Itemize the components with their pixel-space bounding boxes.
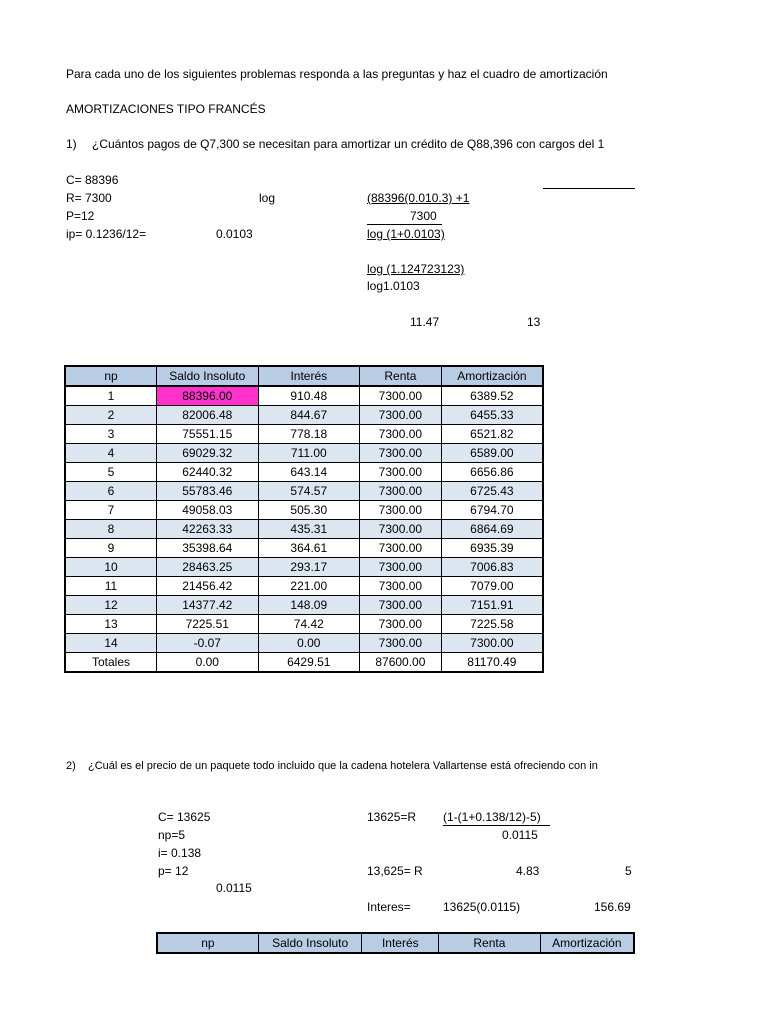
cell-renta: 7300.00 (360, 615, 442, 634)
q2-eq2-value: 4.83 (516, 864, 540, 878)
table-row (65, 444, 543, 463)
table-row (65, 386, 543, 406)
cell-interes: 6429.51 (258, 653, 359, 673)
cell-interes: 505.30 (258, 501, 359, 520)
cell-renta: 87600.00 (360, 653, 442, 673)
q2-rate: 0.0115 (216, 881, 252, 895)
cell-renta: 7300.00 (360, 482, 442, 501)
cell-np: 1 (65, 386, 157, 406)
table-row (65, 463, 543, 482)
table-row (65, 425, 543, 444)
q2-eq-numerator: (1-(1+0.138/12)-5) (443, 810, 541, 824)
cell-renta: 7300.00 (360, 444, 442, 463)
q2-number: 2) (66, 760, 76, 772)
q2-eq-left: 13625=R (367, 810, 417, 824)
cell-np: 8 (65, 520, 157, 539)
table2-header-row (157, 933, 634, 953)
q1-periods: P=12 (66, 209, 95, 223)
cell-np: 14 (65, 634, 157, 653)
cell-amortizacion: 7006.83 (441, 558, 543, 577)
cell-renta: 7300.00 (360, 558, 442, 577)
amortization-table (64, 365, 544, 673)
q2-eq2-rounded: 5 (625, 864, 632, 878)
cell-renta: 7300.00 (360, 386, 442, 406)
cell-renta: 7300.00 (360, 463, 442, 482)
table2-header-saldo: Saldo Insoluto (258, 933, 362, 953)
q1-log-step3: log1.0103 (367, 279, 420, 293)
table-row (65, 596, 543, 615)
q1-log-label: log (259, 191, 276, 205)
q1-log-denominator-value: 7300 (410, 209, 437, 223)
cell-saldo: 75551.15 (157, 425, 259, 444)
section-title: AMORTIZACIONES TIPO FRANCÉS (66, 102, 266, 116)
header-renta: Renta (360, 366, 442, 386)
cell-interes: 778.18 (258, 425, 359, 444)
cell-np: 2 (65, 406, 157, 425)
cell-interes: 221.00 (258, 577, 359, 596)
cell-renta: 7300.00 (360, 425, 442, 444)
cell-saldo: 62440.32 (157, 463, 259, 482)
q1-number: 1) (66, 137, 77, 151)
cell-renta: 7300.00 (360, 577, 442, 596)
cell-interes: 643.14 (258, 463, 359, 482)
cell-amortizacion: 6455.33 (441, 406, 543, 425)
cell-interes: 74.42 (258, 615, 359, 634)
table-row (65, 501, 543, 520)
q2-interes-label: Interes= (367, 900, 411, 914)
cell-saldo: 42263.33 (157, 520, 259, 539)
cell-np: 3 (65, 425, 157, 444)
header-amortizacion: Amortización (441, 366, 543, 386)
q1-rent: R= 7300 (66, 191, 112, 205)
cell-np: 5 (65, 463, 157, 482)
cell-np: 11 (65, 577, 157, 596)
cell-np: 9 (65, 539, 157, 558)
totals-row (65, 653, 543, 673)
cell-amortizacion: 6935.39 (441, 539, 543, 558)
q1-capital: C= 88396 (66, 173, 119, 187)
cell-saldo: 55783.46 (157, 482, 259, 501)
table2-header-interes: Interés (362, 933, 439, 953)
cell-renta: 7300.00 (360, 501, 442, 520)
intro-text: Para cada uno de los siguientes problemas responda a las preguntas y haz el cuadro de amortización (66, 67, 608, 81)
q2-text: ¿Cuál es el precio de un paquete todo incluido que la cadena hotelera Vallartense está ofreciendo con in (88, 760, 598, 772)
cell-amortizacion: 81170.49 (441, 653, 543, 673)
table-header-row (65, 366, 543, 386)
q1-rate-value: 0.0103 (216, 227, 253, 241)
cell-interes: 844.67 (258, 406, 359, 425)
cell-np: 12 (65, 596, 157, 615)
cell-amortizacion: 6864.69 (441, 520, 543, 539)
cell-renta: 7300.00 (360, 406, 442, 425)
cell-np: 10 (65, 558, 157, 577)
cell-np: Totales (65, 653, 157, 673)
cell-amortizacion: 7151.91 (441, 596, 543, 615)
cell-amortizacion: 7079.00 (441, 577, 543, 596)
q2-capital: C= 13625 (158, 810, 211, 824)
cell-np: 6 (65, 482, 157, 501)
cell-saldo: 35398.64 (157, 539, 259, 558)
cell-interes: 293.17 (258, 558, 359, 577)
cell-interes: 574.57 (258, 482, 359, 501)
cell-interes: 148.09 (258, 596, 359, 615)
header-np: np (65, 366, 157, 386)
cell-saldo: -0.07 (157, 634, 259, 653)
amortization-table-2 (156, 932, 635, 954)
cell-amortizacion: 6794.70 (441, 501, 543, 520)
table2-header-renta: Renta (439, 933, 541, 953)
q1-log-denominator: log (1+0.0103) (367, 227, 445, 241)
header-saldo: Saldo Insoluto (157, 366, 259, 386)
cell-interes: 910.48 (258, 386, 359, 406)
table-row (65, 406, 543, 425)
q1-log-step2: log (1.124723123) (367, 262, 465, 276)
table-row (65, 482, 543, 501)
cell-renta: 7300.00 (360, 596, 442, 615)
q2-eq2-left: 13,625= R (367, 864, 423, 878)
q1-rounded: 13 (527, 315, 541, 329)
cell-amortizacion: 6389.52 (441, 386, 543, 406)
q1-log-numerator: (88396(0.010.3) +1 (367, 191, 470, 205)
q2-interes-expr: 13625(0.0115) (443, 900, 521, 914)
table-row (65, 558, 543, 577)
cell-renta: 7300.00 (360, 539, 442, 558)
q2-fraction-line (443, 825, 550, 826)
q2-eq-denominator: 0.0115 (502, 828, 538, 842)
q1-result: 11.47 (410, 315, 440, 329)
table-row (65, 634, 543, 653)
table-row (65, 577, 543, 596)
table-row (65, 520, 543, 539)
q2-p: p= 12 (158, 864, 189, 878)
cell-interes: 0.00 (258, 634, 359, 653)
cell-saldo: 21456.42 (157, 577, 259, 596)
cell-saldo: 7225.51 (157, 615, 259, 634)
cell-amortizacion: 7300.00 (441, 634, 543, 653)
cell-interes: 364.61 (258, 539, 359, 558)
table2-header-np: np (157, 933, 258, 953)
cell-saldo: 82006.48 (157, 406, 259, 425)
q1-text: ¿Cuántos pagos de Q7,300 se necesitan para amortizar un crédito de Q88,396 con cargos del 1 (92, 137, 605, 151)
table-row (65, 615, 543, 634)
cell-interes: 435.31 (258, 520, 359, 539)
table2-header-amortizacion: Amortización (540, 933, 634, 953)
cell-amortizacion: 7225.58 (441, 615, 543, 634)
q2-text-block (66, 759, 636, 773)
header-interes: Interés (258, 366, 359, 386)
cell-amortizacion: 6656.86 (441, 463, 543, 482)
q1-rate-label: ip= 0.1236/12= (66, 227, 147, 241)
cell-renta: 7300.00 (360, 520, 442, 539)
cell-renta: 7300.00 (360, 634, 442, 653)
q2-np: np=5 (158, 828, 186, 842)
table-row (65, 539, 543, 558)
cell-np: 7 (65, 501, 157, 520)
blank-line (543, 188, 635, 189)
cell-amortizacion: 6521.82 (441, 425, 543, 444)
cell-saldo: 49058.03 (157, 501, 259, 520)
cell-amortizacion: 6589.00 (441, 444, 543, 463)
fraction-line (367, 224, 442, 225)
cell-amortizacion: 6725.43 (441, 482, 543, 501)
cell-saldo: 0.00 (157, 653, 259, 673)
cell-np: 13 (65, 615, 157, 634)
cell-np: 4 (65, 444, 157, 463)
q2-i: i= 0.138 (158, 846, 202, 860)
cell-interes: 711.00 (258, 444, 359, 463)
cell-saldo-highlighted: 88396.00 (157, 386, 259, 406)
cell-saldo: 28463.25 (157, 558, 259, 577)
cell-saldo: 69029.32 (157, 444, 259, 463)
cell-saldo: 14377.42 (157, 596, 259, 615)
q2-interes-value: 156.69 (594, 900, 631, 914)
